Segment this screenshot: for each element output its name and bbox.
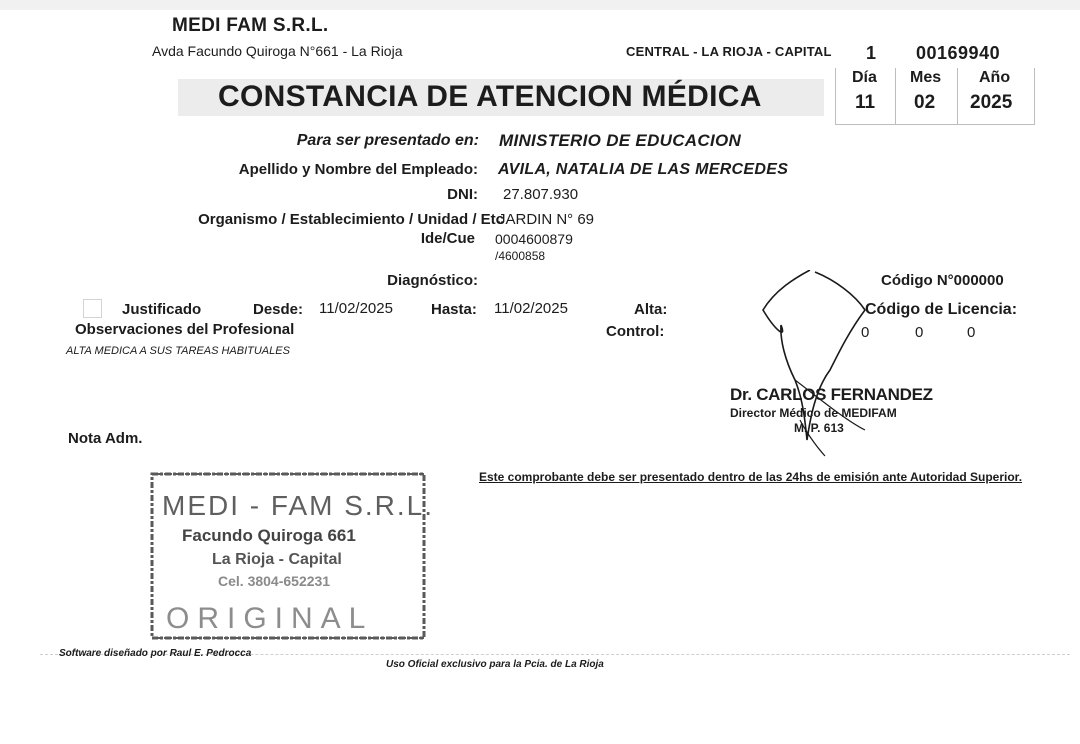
- year-value: 2025: [970, 92, 1013, 113]
- day-value: 11: [855, 92, 876, 113]
- branch-label: CENTRAL - LA RIOJA - CAPITAL: [626, 44, 832, 59]
- year-label: Año: [979, 69, 1011, 86]
- top-strip: [0, 0, 1080, 10]
- hasta-value: 11/02/2025: [494, 300, 568, 317]
- organismo-value: JARDIN N° 69: [498, 211, 595, 228]
- dni-label: DNI:: [447, 186, 478, 203]
- date-separator: [895, 68, 896, 124]
- empleado-value: AVILA, NATALIA DE LAS MERCEDES: [498, 161, 789, 178]
- hasta-label: Hasta:: [431, 301, 477, 318]
- observaciones-label: Observaciones del Profesional: [75, 321, 295, 338]
- idecue-label: Ide/Cue: [420, 230, 475, 247]
- desde-value: 11/02/2025: [319, 300, 393, 317]
- month-value: 02: [914, 92, 936, 113]
- stamp-line-5: ORIGINAL: [166, 602, 374, 635]
- licencia-digit-1: 0: [861, 324, 870, 341]
- presentado-label: Para ser presentado en:: [296, 132, 479, 149]
- organismo-label: Organismo / Establecimiento / Unidad / Etc: [198, 211, 504, 228]
- presentado-value: MINISTERIO DE EDUCACION: [499, 131, 742, 150]
- stamp-line-1: MEDI - FAM S.R.L.: [162, 490, 435, 521]
- signer-registration: M. P. 613: [794, 421, 844, 435]
- licencia-digit-3: 0: [967, 324, 976, 341]
- date-separator: [957, 68, 958, 124]
- company-address: Avda Facundo Quiroga N°661 - La Rioja: [152, 43, 403, 59]
- software-credit: Software diseñado por Raul E. Pedrocca: [59, 648, 252, 659]
- nota-adm-label: Nota Adm.: [68, 430, 143, 447]
- document-title: CONSTANCIA DE ATENCION MÉDICA: [218, 80, 762, 113]
- month-label: Mes: [910, 69, 942, 86]
- desde-label: Desde:: [253, 301, 304, 318]
- official-use-note: Uso Oficial exclusivo para la Pcia. de La Rioja: [386, 659, 604, 670]
- dni-value: 27.807.930: [503, 186, 579, 203]
- alta-label: Alta:: [634, 301, 668, 318]
- idecue-value: 0004600879: [495, 231, 573, 247]
- notice-text: Este comprobante debe ser presentado dentro de las 24hs de emisión ante Autoridad Superior.: [479, 470, 1023, 484]
- observaciones-value: ALTA MEDICA A SUS TAREAS HABITUALES: [66, 345, 290, 357]
- justificado-checkbox: [83, 299, 102, 318]
- document-serie: 1: [866, 43, 877, 63]
- codigo-licencia-label: Código de Licencia:: [865, 301, 1018, 318]
- stamp-line-4: Cel. 3804-652231: [218, 573, 331, 589]
- stamp-line-3: La Rioja - Capital: [212, 551, 342, 568]
- document-number: 00169940: [916, 43, 1001, 63]
- day-label: Día: [852, 69, 877, 86]
- stamp-line-2: Facundo Quiroga 661: [182, 526, 356, 545]
- diagnostico-label: Diagnóstico:: [387, 272, 478, 289]
- company-name: MEDI FAM S.R.L.: [172, 15, 329, 36]
- company-stamp: [146, 466, 435, 644]
- codigo-label: Código N°000000: [881, 272, 1004, 289]
- signer-name: Dr. CARLOS FERNANDEZ: [730, 385, 933, 404]
- control-label: Control:: [606, 323, 665, 340]
- idecue-value-2: /4600858: [495, 249, 546, 263]
- signer-role: Director Médico de MEDIFAM: [730, 406, 897, 420]
- empleado-label: Apellido y Nombre del Empleado:: [238, 161, 478, 178]
- justificado-label: Justificado: [122, 301, 202, 318]
- licencia-digit-2: 0: [915, 324, 924, 341]
